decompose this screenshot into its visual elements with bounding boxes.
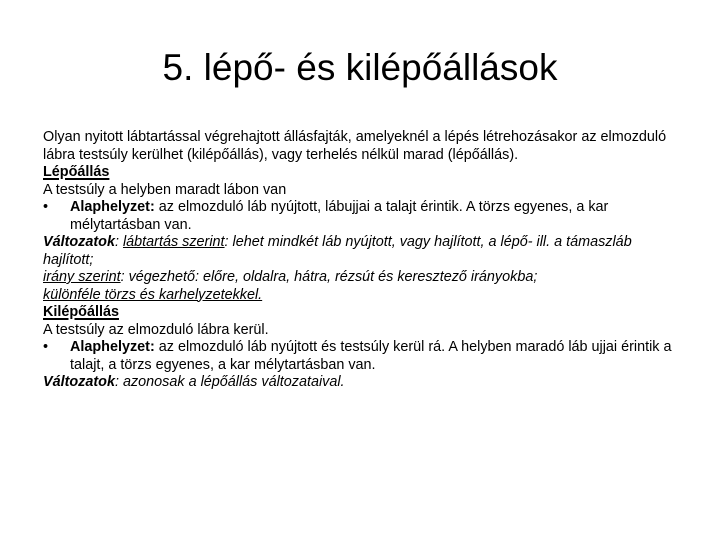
bullet-label: Alaphelyzet:	[70, 339, 155, 355]
slide-title: 5. lépő- és kilépőállások	[162, 47, 558, 88]
lepoallas-weight-line: A testsúly a helyben maradt lábon van	[43, 181, 287, 198]
lepoallas-variant2	[43, 269, 683, 287]
variants-text: : azonosak a lépőállás változataival.	[114, 374, 345, 390]
variant1-label: lábtartás szerint	[122, 234, 225, 250]
bullet-label: Alaphelyzet:	[70, 199, 155, 215]
bullet-dot: •	[43, 199, 49, 215]
variant2-text: : végezhető: előre, oldalra, hátra, rézsút és keresztező irányokba;	[120, 269, 538, 285]
lepoallas-variant3	[43, 287, 683, 305]
variant2-label: irány szerint	[43, 269, 121, 285]
lepoallas-variants	[43, 234, 683, 269]
kilepoallas-weight-line: A testsúly az elmozduló lábra kerül.	[43, 321, 269, 338]
bullet-text: az elmozduló láb nyújtott, lábujjai a talajt érintik. A törzs egyenes, a kar mélytartásban van.	[70, 199, 609, 233]
lepoallas-bullet	[43, 199, 683, 234]
lepoallas-heading: Lépőállás	[43, 164, 110, 180]
variant3-label: különféle törzs és karhelyzetekkel.	[43, 286, 263, 303]
kilepoallas-bullet	[43, 339, 683, 374]
intro-paragraph: Olyan nyitott lábtartással végrehajtott állásfajták, amelyeknél a lépés létrehozásakor az elmozduló lábra testsúly kerülhet (kilépőállás), vagy terhelés nélkül marad (lépőállás).	[43, 129, 667, 163]
variants-colon: :	[114, 234, 123, 250]
variant1-text: : lehet mindkét láb nyújtott, vagy hajlított, a lépő- ill. a támaszláb hajlított;	[43, 234, 632, 268]
bullet-text: az elmozduló láb nyújtott és testsúly kerül rá. A helyben maradó láb ujjai érintik a talajt, a törzs egyenes, a kar mélytartásban van.	[70, 339, 672, 373]
variants-label: Változatok	[43, 374, 115, 390]
slide-body	[43, 129, 683, 392]
bullet-dot: •	[43, 339, 49, 355]
kilepoallas-variants	[43, 374, 683, 392]
variants-label: Változatok	[43, 234, 115, 250]
kilepoallas-heading: Kilépőállás	[43, 304, 119, 320]
